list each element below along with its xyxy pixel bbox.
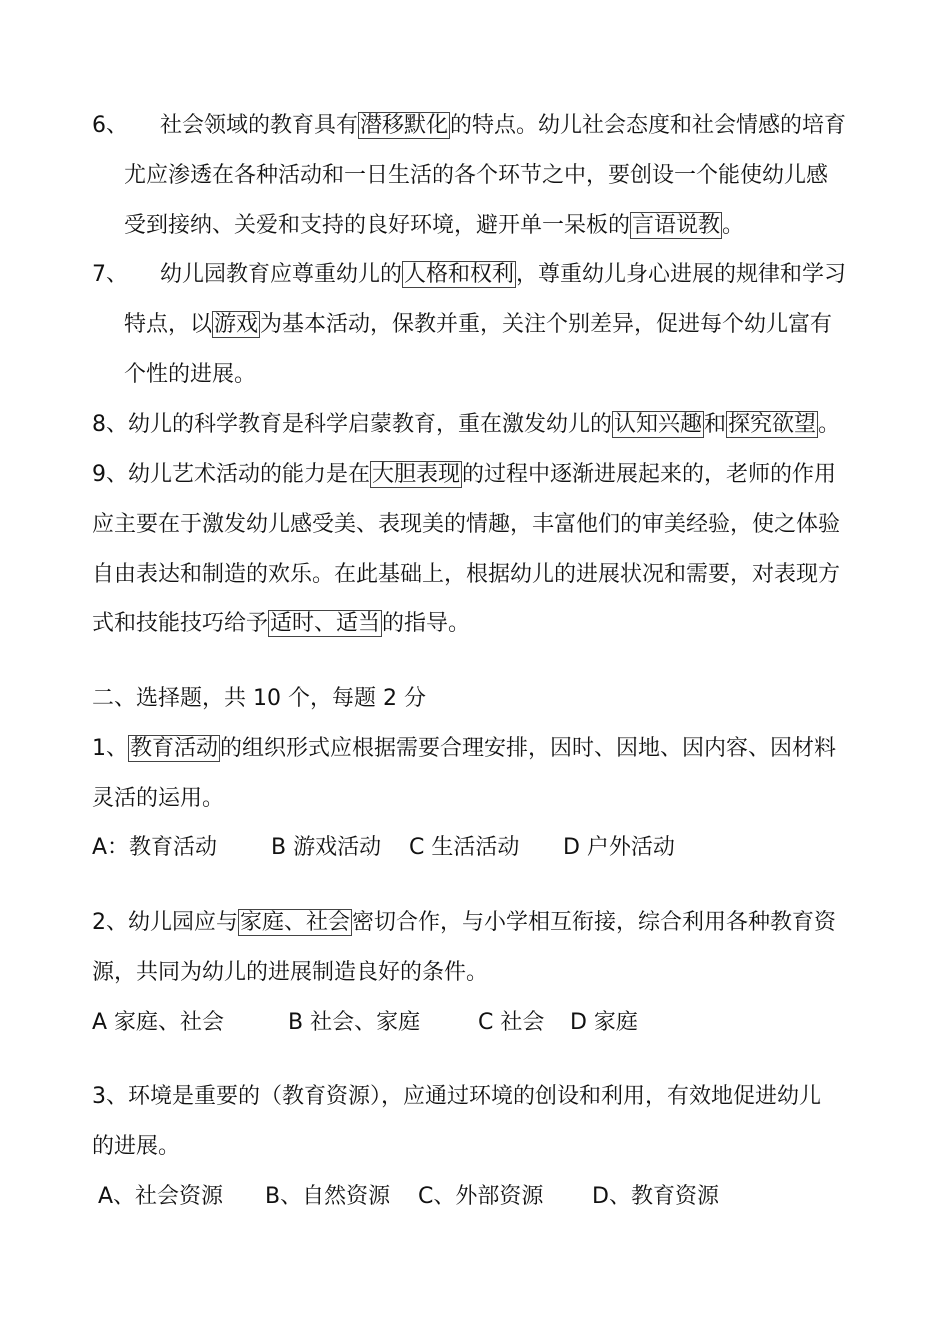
q3-line1 [92,1082,821,1112]
q1-text: 的组织形式应根据需要合理安排，因时、因地、因内容、因材料 [220,736,837,761]
item7-line1 [92,260,846,290]
item6-text: 受到接纳、关爱和支持的良好环境，避开单一呆板的 [124,213,631,238]
item6-line2 [124,161,828,191]
item7-text: 个性的进展。 [124,362,257,387]
item7-text: 为基本活动，保教并重，关注个别差异，促进每个幼儿富有 [260,312,833,337]
item6-line1 [92,111,846,141]
q1-line2 [92,784,224,814]
item9-line3 [92,560,840,590]
item6-text: 尤应渗透在各种活动和一日生活的各个环节之中，要创设一个能使幼儿感 [124,163,829,188]
item9-text: 的指导。 [382,611,471,636]
item7-text: 幼儿园教育应尊重幼儿的 [160,262,403,287]
q2-line1 [92,908,836,938]
item6-text: 。 [722,213,745,238]
item9-text: 的过程中逐渐进展起来的，老师的作用 [462,462,837,487]
item8-text: 8、幼儿的科学教育是科学启蒙教育，重在激发幼儿的 [92,412,612,437]
item6-text: 的特点。幼儿社会态度和社会情感的培育 [450,113,847,138]
q3-option-a: A、社会资源 [98,1184,224,1209]
q2-option-b: B 社会、家庭 [288,1010,421,1035]
q3-option-c: C、外部资源 [418,1184,544,1209]
q1-text: 1、 [92,736,128,761]
q1-option-b: B 游戏活动 [271,835,382,860]
item9-answer-2: 适时、适当 [270,611,381,636]
item6-answer-2: 言语说教 [632,213,721,238]
item7-answer-1: 人格和权利 [404,262,515,287]
item6-number: 6、 [92,113,128,138]
q2-text: 密切合作，与小学相互衔接，综合利用各种教育资 [352,910,837,935]
q1-text: 灵活的运用。 [92,786,225,811]
q1-option-a: A：教育活动 [92,835,218,860]
item8-answer-1: 认知兴趣 [614,412,703,437]
item8-text: 。 [818,412,841,437]
q3-text: 3、环境是重要的（教育资源），应通过环境的创设和利用，有效地促进幼儿 [92,1084,821,1109]
item8-line1 [92,410,840,440]
item9-answer-1: 大胆表现 [372,462,461,487]
item7-text: 特点，以 [124,312,213,337]
q1-option-d: D 户外活动 [563,835,675,860]
item6-line3 [124,211,744,241]
item7-answer-2: 游戏 [214,312,259,337]
q2-text: 2、幼儿园应与 [92,910,238,935]
item9-line2 [92,510,840,540]
item9-line4 [92,609,470,639]
q3-text: 的进展。 [92,1134,181,1159]
q1-option-c: C 生活活动 [409,835,520,860]
section-heading-text: 二、选择题，共 10 个，每题 2 分 [92,686,426,711]
item8-text: 和 [704,412,727,437]
q3-line2 [92,1132,180,1162]
item9-text: 自由表达和制造的欢乐。在此基础上，根据幼儿的进展状况和需要，对表现方 [92,562,841,587]
item9-text: 式和技能技巧给予 [92,611,269,636]
q3-option-d: D、教育资源 [592,1184,719,1209]
item6-answer-1: 潜移默化 [360,113,449,138]
q1-line1 [92,734,836,764]
item7-text: ，尊重幼儿身心进展的规律和学习 [516,262,847,287]
q1-answer: 教育活动 [130,736,219,761]
item7-number: 7、 [92,262,128,287]
section-heading [92,684,426,714]
item9-text: 应主要在于激发幼儿感受美、表现美的情趣，丰富他们的审美经验，使之体验 [92,512,841,537]
q2-option-a: A 家庭、社会 [92,1010,225,1035]
q2-line2 [92,958,488,988]
q2-answer: 家庭、社会 [240,910,351,935]
q3-option-b: B、自然资源 [265,1184,391,1209]
item8-answer-2: 探究欲望 [728,412,817,437]
item7-line2 [124,310,832,340]
item6-text: 社会领域的教育具有 [160,113,359,138]
q2-text: 源，共同为幼儿的进展制造良好的条件。 [92,960,489,985]
item9-line1 [92,460,836,490]
q2-option-c: C 社会 [478,1010,545,1035]
item7-line3 [124,360,256,390]
item9-text: 9、幼儿艺术活动的能力是在 [92,462,370,487]
q2-option-d: D 家庭 [570,1010,638,1035]
